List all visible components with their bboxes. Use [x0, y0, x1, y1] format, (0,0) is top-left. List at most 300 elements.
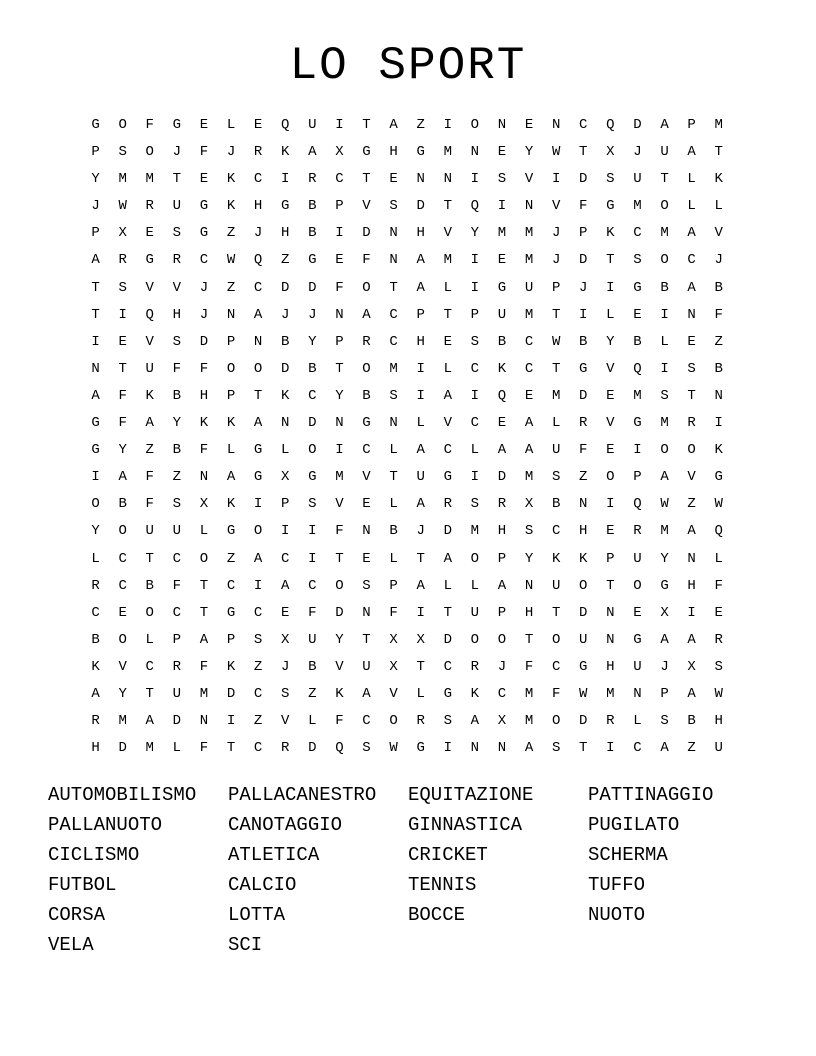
grid-letter: F [308, 604, 317, 621]
grid-letter: O [606, 469, 615, 486]
grid-letter: P [551, 279, 561, 296]
grid-letter: H [416, 225, 425, 242]
grid-letter: A [362, 306, 371, 323]
grid-letter: V [606, 360, 615, 377]
grid-letter: E [497, 415, 507, 432]
grid-letter: Z [172, 469, 182, 486]
grid-letter: J [551, 252, 561, 269]
grid-letter: Z [687, 496, 696, 513]
grid-letter: G [443, 685, 452, 702]
grid-letter: I [633, 442, 642, 459]
grid-letter: G [606, 198, 615, 215]
grid-letter: P [416, 306, 425, 323]
grid-letter: F [524, 658, 534, 675]
grid-letter: N [524, 198, 534, 215]
grid-letter: C [226, 577, 236, 594]
grid-letter: D [172, 713, 182, 730]
grid-letter: U [660, 144, 669, 161]
word-list-item: ATLETICA [228, 844, 320, 866]
grid-letter: I [470, 252, 480, 269]
grid-row [82, 654, 732, 681]
grid-letter: R [253, 144, 263, 161]
grid-letter: T [362, 117, 371, 133]
word-list-item: PALLACANESTRO [228, 784, 377, 806]
grid-letter: F [714, 577, 723, 594]
grid-letter: B [579, 333, 588, 350]
grid-letter: N [606, 604, 615, 621]
grid-letter: M [714, 117, 723, 133]
grid-letter: A [660, 117, 669, 133]
grid-letter: T [226, 740, 236, 757]
grid-letter: C [118, 577, 127, 594]
grid-letter: U [172, 523, 182, 540]
grid-letter: N [633, 685, 642, 702]
grid-letter: J [579, 279, 588, 296]
grid-letter: N [470, 740, 480, 757]
grid-letter: H [687, 577, 696, 594]
grid-letter: S [687, 360, 696, 377]
grid-letter: F [118, 415, 127, 432]
grid-row [82, 220, 732, 247]
grid-letter: F [199, 144, 209, 161]
grid-letter: T [443, 604, 452, 621]
grid-letter: S [362, 577, 371, 594]
grid-letter: U [633, 658, 642, 675]
grid-letter: C [253, 171, 263, 188]
grid-letter: S [308, 496, 317, 513]
grid-letter: C [253, 279, 263, 296]
grid-letter: U [308, 631, 317, 648]
grid-letter: I [91, 333, 100, 350]
grid-letter: T [416, 658, 425, 675]
grid-letter: A [687, 144, 696, 161]
grid-letter: C [253, 604, 263, 621]
grid-letter: B [91, 631, 100, 648]
grid-letter: J [281, 306, 290, 323]
grid-letter: W [714, 496, 723, 513]
grid-letter: G [443, 469, 452, 486]
grid-letter: T [524, 631, 534, 648]
grid-letter: X [335, 144, 344, 161]
grid-letter: J [226, 144, 236, 161]
grid-letter: U [551, 577, 561, 594]
grid-letter: A [281, 577, 290, 594]
word-list-item: SCI [228, 934, 263, 956]
grid-letter: S [253, 631, 263, 648]
grid-letter: Y [308, 333, 317, 350]
grid-letter: W [118, 198, 127, 215]
grid-letter: J [714, 252, 723, 269]
grid-letter: V [172, 279, 182, 296]
grid-letter: D [443, 631, 452, 648]
grid-letter: I [335, 442, 344, 459]
grid-letter: X [416, 631, 425, 648]
grid-letter: D [579, 252, 588, 269]
grid-letter: S [389, 387, 398, 404]
grid-letter: C [633, 740, 642, 757]
grid-row [82, 410, 732, 437]
grid-letter: I [253, 577, 263, 594]
grid-letter: A [91, 252, 100, 269]
grid-letter: B [308, 225, 317, 242]
grid-letter: U [524, 279, 534, 296]
word-list-item: AUTOMOBILISMO [48, 784, 197, 806]
grid-letter: Z [687, 740, 696, 757]
grid-letter: I [253, 496, 263, 513]
grid-letter: K [281, 387, 290, 404]
grid-row [82, 302, 732, 329]
grid-letter: V [145, 279, 154, 296]
grid-letter: Q [633, 360, 642, 377]
grid-letter: P [497, 604, 507, 621]
grid-letter: V [524, 171, 534, 188]
grid-letter: N [199, 713, 209, 730]
grid-letter: L [145, 631, 154, 648]
grid-letter: O [633, 577, 642, 594]
grid-letter: L [687, 171, 696, 188]
grid-letter: B [551, 496, 561, 513]
grid-letter: S [362, 740, 371, 757]
grid-letter: I [281, 171, 290, 188]
grid-letter: D [308, 415, 317, 432]
grid-letter: A [497, 442, 507, 459]
grid-letter: C [362, 442, 371, 459]
grid-letter: C [172, 604, 182, 621]
grid-letter: Y [524, 550, 534, 567]
grid-letter: P [389, 577, 398, 594]
grid-letter: M [497, 225, 507, 242]
grid-letter: Z [281, 252, 290, 269]
grid-letter: P [172, 631, 182, 648]
grid-letter: F [118, 387, 127, 404]
grid-letter: F [714, 306, 723, 323]
grid-letter: C [308, 577, 317, 594]
grid-letter: Y [335, 631, 344, 648]
grid-letter: Y [524, 144, 534, 161]
grid-letter: A [687, 685, 696, 702]
grid-letter: G [497, 279, 507, 296]
grid-letter: P [633, 469, 642, 486]
grid-letter: H [172, 306, 182, 323]
grid-letter: M [524, 469, 534, 486]
grid-letter: G [633, 279, 642, 296]
word-list [48, 780, 768, 960]
grid-letter: V [714, 225, 723, 242]
grid-letter: G [362, 415, 371, 432]
grid-letter: L [199, 523, 209, 540]
grid-letter: G [362, 144, 371, 161]
grid-letter: P [91, 225, 100, 242]
grid-letter: L [389, 550, 398, 567]
grid-letter: C [335, 171, 344, 188]
grid-letter: T [91, 306, 100, 323]
grid-letter: R [172, 252, 182, 269]
grid-letter: T [551, 306, 561, 323]
grid-letter: M [443, 252, 452, 269]
grid-letter: H [253, 198, 263, 215]
grid-letter: B [714, 360, 723, 377]
grid-letter: E [199, 171, 209, 188]
grid-letter: N [443, 171, 452, 188]
grid-letter: X [524, 496, 534, 513]
grid-letter: I [579, 306, 588, 323]
grid-letter: W [389, 740, 398, 757]
grid-letter: P [226, 333, 236, 350]
grid-row [82, 681, 732, 708]
grid-letter: R [497, 496, 507, 513]
grid-letter: L [470, 442, 480, 459]
grid-letter: E [497, 144, 507, 161]
grid-letter: O [199, 550, 209, 567]
grid-letter: G [253, 469, 263, 486]
grid-letter: S [470, 496, 480, 513]
grid-letter: D [579, 604, 588, 621]
grid-letter: L [226, 117, 236, 133]
grid-letter: I [443, 740, 452, 757]
grid-letter: I [470, 171, 480, 188]
grid-letter: Z [416, 117, 425, 133]
grid-letter: S [660, 713, 669, 730]
grid-letter: E [362, 496, 371, 513]
grid-letter: G [172, 117, 182, 133]
grid-letter: N [687, 306, 696, 323]
grid-letter: C [389, 306, 398, 323]
grid-letter: V [606, 415, 615, 432]
grid-letter: B [308, 360, 317, 377]
grid-letter: A [416, 496, 425, 513]
word-list-item: TUFFO [588, 874, 646, 896]
grid-letter: K [551, 550, 561, 567]
grid-letter: M [524, 225, 534, 242]
grid-letter: J [416, 523, 425, 540]
grid-letter: L [443, 279, 452, 296]
grid-letter: I [416, 604, 425, 621]
grid-letter: N [362, 523, 371, 540]
grid-letter: F [199, 442, 209, 459]
grid-letter: E [497, 252, 507, 269]
grid-letter: R [308, 171, 317, 188]
grid-letter: S [470, 333, 480, 350]
grid-letter: A [308, 144, 317, 161]
grid-letter: B [633, 333, 642, 350]
grid-letter: D [579, 387, 588, 404]
grid-letter: A [145, 415, 154, 432]
grid-letter: T [389, 469, 398, 486]
grid-letter: C [551, 523, 561, 540]
word-list-item: PATTINAGGIO [588, 784, 714, 806]
grid-letter: Z [308, 685, 317, 702]
grid-letter: G [633, 631, 642, 648]
grid-letter: O [660, 252, 669, 269]
grid-letter: Q [253, 252, 263, 269]
grid-letter: N [389, 252, 398, 269]
grid-letter: N [91, 360, 100, 377]
grid-letter: W [660, 496, 669, 513]
grid-letter: O [660, 198, 669, 215]
grid-letter: S [172, 225, 182, 242]
grid-letter: Z [253, 658, 263, 675]
grid-letter: C [91, 604, 100, 621]
grid-letter: O [362, 360, 371, 377]
grid-letter: Z [579, 469, 588, 486]
grid-letter: J [199, 279, 209, 296]
grid-letter: I [416, 387, 425, 404]
grid-letter: K [91, 658, 100, 675]
grid-row [82, 139, 732, 166]
grid-letter: K [579, 550, 588, 567]
grid-letter: U [416, 469, 425, 486]
grid-row [82, 356, 732, 383]
grid-letter: O [660, 442, 669, 459]
grid-letter: J [253, 225, 263, 242]
grid-letter: G [308, 252, 317, 269]
grid-letter: O [470, 117, 480, 133]
grid-letter: C [524, 333, 534, 350]
grid-letter: O [470, 631, 480, 648]
grid-letter: A [145, 713, 154, 730]
grid-letter: S [606, 171, 615, 188]
grid-letter: M [199, 685, 209, 702]
grid-letter: G [199, 225, 209, 242]
grid-letter: A [524, 740, 534, 757]
grid-row [82, 735, 732, 762]
grid-letter: D [226, 685, 236, 702]
grid-letter: L [226, 442, 236, 459]
grid-letter: C [470, 415, 480, 432]
grid-letter: H [579, 523, 588, 540]
grid-letter: T [335, 360, 344, 377]
grid-letter: L [172, 740, 182, 757]
grid-letter: Y [660, 550, 669, 567]
grid-letter: U [633, 550, 642, 567]
grid-letter: L [443, 360, 452, 377]
grid-letter: W [551, 333, 561, 350]
grid-letter: Y [335, 387, 344, 404]
grid-letter: T [91, 279, 100, 296]
grid-letter: Y [172, 415, 182, 432]
grid-letter: L [470, 577, 480, 594]
grid-letter: O [91, 496, 100, 513]
grid-row [82, 166, 732, 193]
grid-letter: C [253, 740, 263, 757]
grid-letter: I [470, 469, 480, 486]
grid-letter: B [714, 279, 723, 296]
word-list-item: FUTBOL [48, 874, 117, 896]
grid-letter: J [91, 198, 100, 215]
grid-letter: H [416, 333, 425, 350]
grid-letter: E [633, 604, 642, 621]
grid-letter: R [714, 631, 723, 648]
grid-letter: T [362, 171, 371, 188]
grid-letter: N [497, 117, 507, 133]
grid-letter: X [118, 225, 127, 242]
grid-letter: P [335, 198, 344, 215]
grid-letter: V [335, 496, 344, 513]
grid-letter: I [660, 306, 669, 323]
grid-letter: L [443, 577, 452, 594]
grid-letter: T [551, 604, 561, 621]
grid-letter: T [145, 550, 154, 567]
grid-letter: C [524, 360, 534, 377]
grid-letter: M [660, 225, 669, 242]
grid-letter: T [579, 740, 588, 757]
grid-letter: B [660, 279, 669, 296]
grid-letter: T [172, 171, 182, 188]
grid-letter: V [551, 198, 561, 215]
grid-letter: A [253, 550, 263, 567]
grid-letter: T [416, 550, 425, 567]
grid-letter: M [606, 685, 615, 702]
grid-letter: A [660, 740, 669, 757]
grid-letter: D [199, 333, 209, 350]
grid-letter: V [335, 658, 344, 675]
grid-letter: V [145, 333, 154, 350]
grid-letter: Z [253, 713, 263, 730]
grid-letter: U [633, 171, 642, 188]
grid-letter: L [416, 685, 425, 702]
grid-letter: P [91, 144, 100, 161]
grid-letter: I [118, 306, 127, 323]
grid-letter: X [281, 469, 290, 486]
grid-letter: A [199, 631, 209, 648]
grid-letter: G [660, 577, 669, 594]
grid-letter: D [308, 740, 317, 757]
grid-letter: K [470, 685, 480, 702]
grid-letter: D [443, 523, 452, 540]
letter-grid [82, 112, 732, 762]
grid-letter: R [91, 713, 100, 730]
grid-letter: O [145, 144, 154, 161]
grid-letter: H [199, 387, 209, 404]
grid-letter: S [660, 387, 669, 404]
grid-letter: C [308, 387, 317, 404]
grid-letter: M [443, 144, 452, 161]
grid-letter: F [199, 740, 209, 757]
grid-letter: J [660, 658, 669, 675]
grid-letter: V [389, 685, 398, 702]
grid-letter: C [362, 713, 371, 730]
grid-letter: D [118, 740, 127, 757]
grid-letter: M [524, 685, 534, 702]
grid-letter: F [335, 523, 344, 540]
grid-letter: H [497, 523, 507, 540]
grid-letter: K [226, 658, 236, 675]
grid-letter: T [443, 198, 452, 215]
grid-letter: M [389, 360, 398, 377]
grid-letter: N [579, 496, 588, 513]
grid-letter: I [226, 713, 236, 730]
grid-letter: W [579, 685, 588, 702]
grid-letter: C [579, 117, 588, 133]
grid-letter: I [470, 387, 480, 404]
grid-letter: F [145, 496, 154, 513]
grid-letter: J [199, 306, 209, 323]
grid-letter: G [91, 415, 100, 432]
grid-letter: T [199, 604, 209, 621]
grid-letter: N [416, 171, 425, 188]
grid-row [82, 247, 732, 274]
grid-letter: K [714, 442, 723, 459]
grid-letter: Z [145, 442, 154, 459]
grid-letter: O [253, 360, 263, 377]
grid-letter: A [687, 225, 696, 242]
grid-letter: C [470, 360, 480, 377]
grid-row [82, 627, 732, 654]
grid-letter: K [281, 144, 290, 161]
grid-letter: X [497, 713, 507, 730]
grid-letter: Y [91, 523, 100, 540]
grid-letter: B [308, 198, 317, 215]
